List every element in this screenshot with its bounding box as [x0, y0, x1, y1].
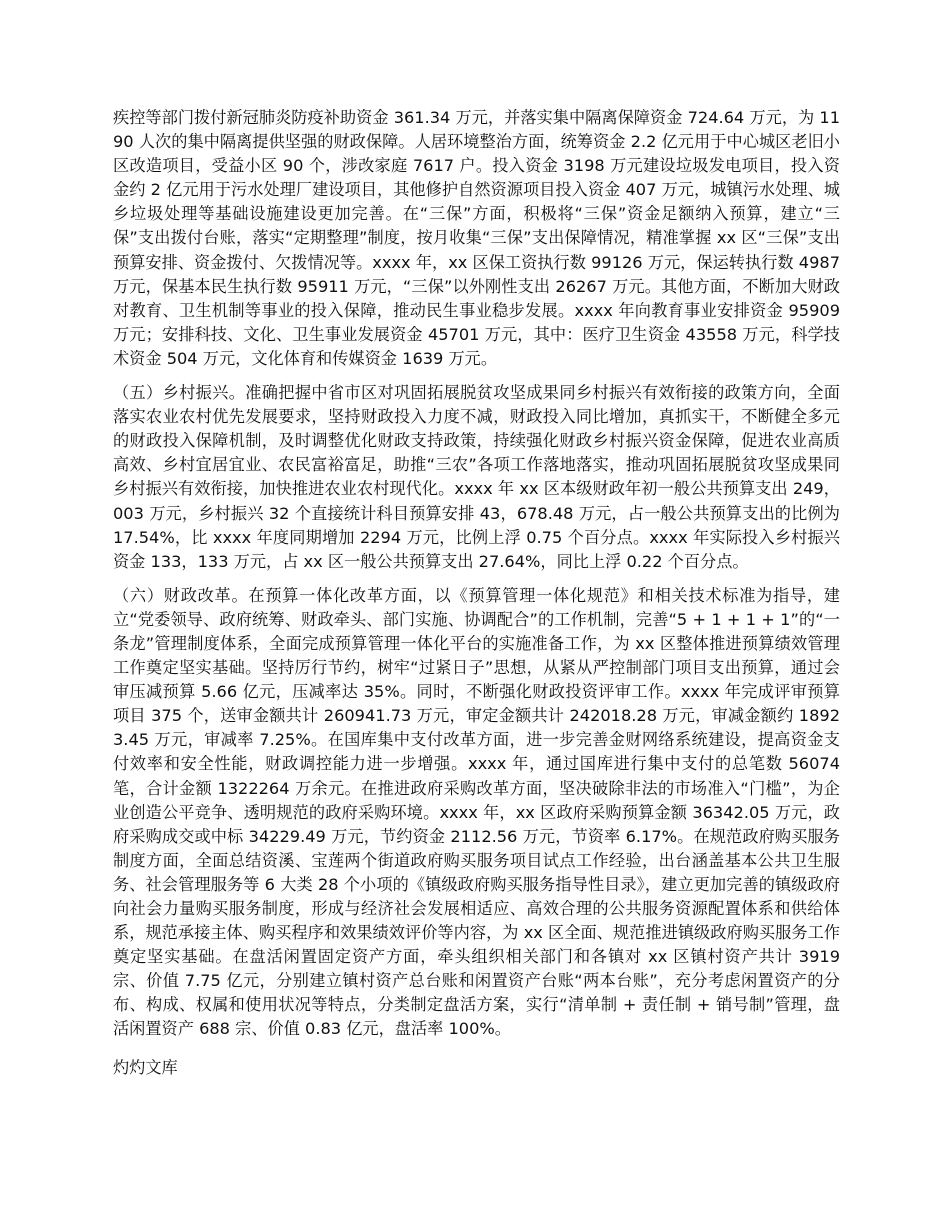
paragraph-livelihood: 疾控等部门拨付新冠肺炎防疫补助资金 361.34 万元，并落实集中隔离保障资金 724.64 万元，为 1190 人次的集中隔离提供坚强的财政保障。人居环境整治方面，统筹资金 2.2 亿元用于中心城区老旧小区改造项目，受益小区 90 个，涉改家庭 7617 户。投入资金 3198 万元建设垃圾发电项目，投入资金约 2 亿元用于污水处理厂建设项目，其他修护自然资源项目投入资金 407 万元，城镇污水处理、城乡垃圾处理等基础设施建设更加完善。在“三保”方面，积极将“三保”资金足额纳入预算，建立“三保”支出拨付台账，落实“定期整理”制度，按月收集“三保”支出保障情况，精准掌握 xx 区“三保”支出预算安排、资金拨付、欠拨情况等。xxxx 年，xx 区保工资执行数 99126 万元，保运转执行数 4987 万元，保基本民生执行数 95911 万元，“三保”以外刚性支出 26267 万元。其他方面，不断加大财政对教育、卫生机制等事业的投入保障，推动民生事业稳步发展。xxxx 年向教育事业安排资金 95909 万元；安排科技、文化、卫生事业发展资金 45701 万元，其中：医疗卫生资金 43558 万元，科学技术资金 504 万元，文化体育和传媒资金 1639 万元。	[113, 108, 840, 368]
paragraph-rural-revitalization: （五）乡村振兴。准确把握中省市区对巩固拓展脱贫攻坚成果同乡村振兴有效衔接的政策方向，全面落实农业农村优先发展要求，坚持财政投入力度不减，财政投入同比增加，真抓实干，不断健全多元的财政投入保障机制，及时调整优化财政支持政策，持续强化财政乡村振兴资金保障，促进农业高质高效、乡村宜居宜业、农民富裕富足，助推“三农”各项工作落地落实，推动巩固拓展脱贫攻坚成果同乡村振兴有效衔接，加快推进农业农村现代化。xxxx 年 xx 区本级财政年初一般公共预算支出 249，003 万元，乡村振兴 32 个直接统计科目预算安排 43，678.48 万元，占一般公共预算支出的比例为 17.54%，比 xxxx 年度同期增加 2294 万元，比例上浮 0.75 个百分点。xxxx 年实际投入乡村振兴资金 133，133 万元，占 xx 区一般公共预算支出 27.64%，同比上浮 0.22 个百分点。	[113, 383, 840, 571]
source-label: 灼灼文库	[113, 1057, 178, 1077]
paragraph-fiscal-reform: （六）财政改革。在预算一体化改革方面，以《预算管理一体化规范》和相关技术标准为指导，建立“党委领导、政府统筹、财政牵头、部门实施、协调配合”的工作机制，完善“5 + 1 + 1 + 1”的“一条龙”管理制度体系，全面完成预算管理一体化平台的实施准备工作，为 xx 区整体推进预算绩效管理工作奠定坚实基础。坚持厉行节约，树牢“过紧日子”思想，从紧从严控制部门项目支出预算，通过会审压减预算 5.66 亿元，压减率达 35%。同时，不断强化财政投资评审工作。xxxx 年完成评审预算项目 375 个，送审金额共计 260941.73 万元，审定金额共计 242018.28 万元，审减金额约 18923.45 万元，审减率 7.25%。在国库集中支付改革方面，进一步完善金财网络系统建设，提高资金支付效率和安全性能，财政调控能力进一步增强。xxxx 年，通过国库进行集中支付的总笔数 56074 笔，合计金额 1322264 万余元。在推进政府采购改革方面，坚决破除非法的市场准入“门槛”，为企业创造公平竞争、透明规范的政府采购环境。xxxx 年，xx 区政府采购预算金额 36342.05 万元，政府采购成交或中标 34229.49 万元，节约资金 2112.56 万元，节资率 6.17%。在规范政府购买服务制度方面，全面总结资溪、宝莲两个街道政府购买服务项目试点工作经验，出台涵盖基本公共卫生服务、社会管理服务等 6 大类 28 个小项的《镇级政府购买服务指导性目录》，建立更加完善的镇级政府向社会力量购买服务制度，形成与经济社会发展相适应、高效合理的公共服务资源配置体系和供给体系，规范承接主体、购买程序和效果绩效评价等内容，为 xx 区全面、规范推进镇级政府购买服务工作奠定坚实基础。在盘活闲置固定资产方面，牵头组织相关部门和各镇对 xx 区镇村资产共计 3919 宗、价值 7.75 亿元，分别建立镇村资产总台账和闲置资产台账“两本台账”，充分考虑闲置资产的分布、构成、权属和使用状况等特点，分类制定盘活方案，实行“清单制 + 责任制 + 销号制”管理，盘活闲置资产 688 宗、价值 0.83 亿元，盘活率 100%。	[113, 585, 840, 1039]
